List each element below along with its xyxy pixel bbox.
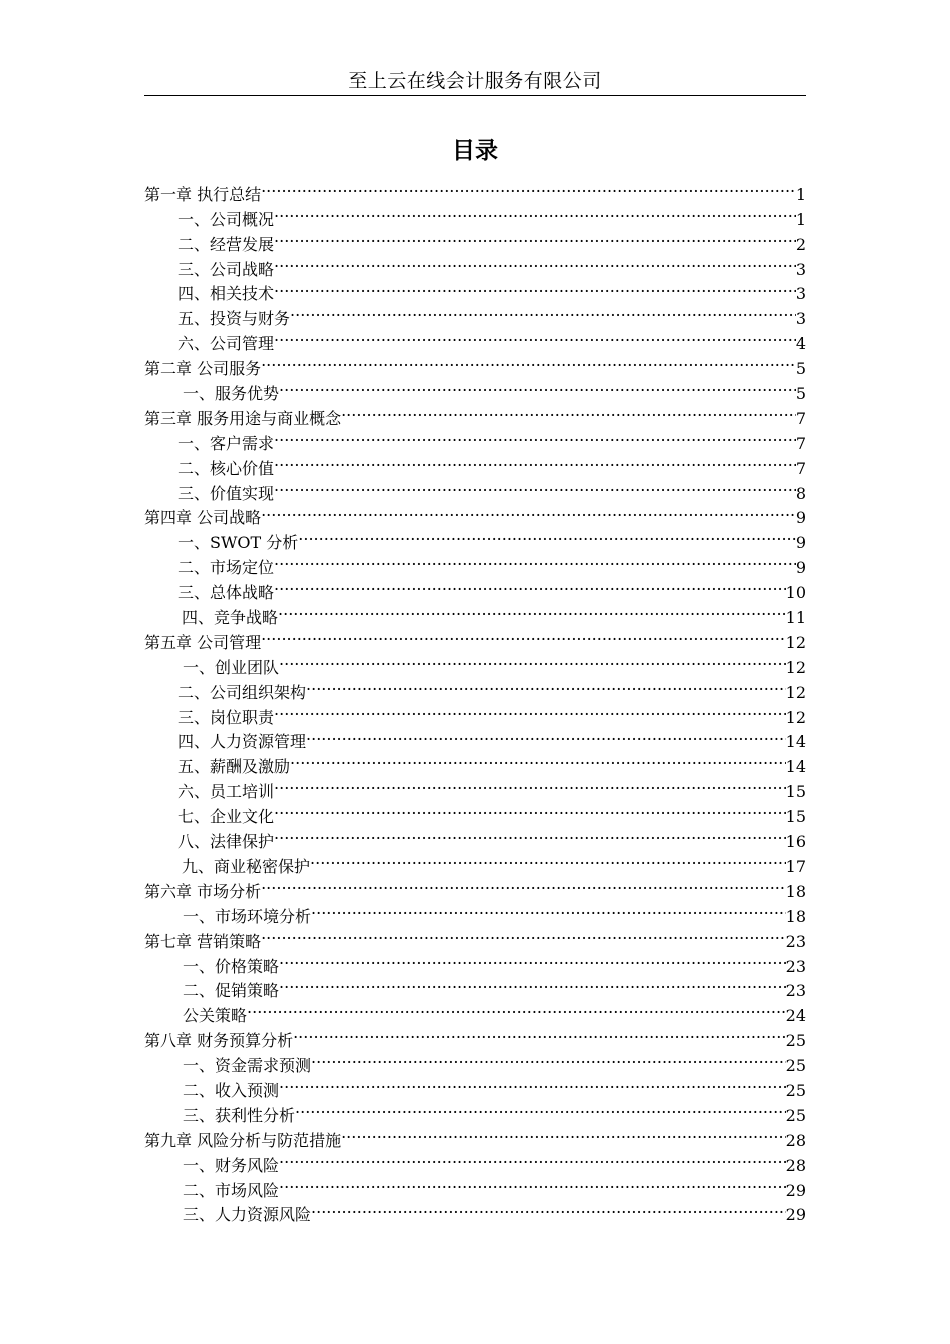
header-divider	[144, 95, 806, 96]
toc-dot-leader	[274, 474, 796, 499]
toc-entry-label: 一、客户需求	[178, 433, 275, 453]
toc-dot-leader	[261, 623, 786, 648]
toc-dot-leader	[279, 947, 786, 972]
toc-page-number: 18	[785, 881, 806, 901]
toc-dot-leader	[279, 374, 796, 399]
toc-dot-leader	[274, 822, 786, 847]
toc-entry-label: 四、相关技术	[178, 284, 275, 304]
toc-dot-leader	[274, 698, 786, 723]
toc-entry-label: 二、核心价值	[178, 458, 275, 478]
toc-dot-leader	[261, 349, 796, 374]
toc-dot-leader	[310, 847, 786, 872]
toc-dot-leader	[279, 1146, 786, 1171]
toc-chapter-entry[interactable]	[144, 175, 806, 204]
toc-dot-leader	[274, 797, 786, 822]
toc-entry-label: 三、获利性分析	[183, 1105, 296, 1125]
toc-entry-label: 二、公司组织架构	[178, 682, 307, 702]
toc-page-number: 7	[795, 408, 806, 428]
toc-dot-leader	[274, 424, 796, 449]
toc-entry-label: 一、SWOT 分析	[178, 533, 299, 553]
toc-page-number: 4	[795, 334, 806, 354]
toc-dot-leader	[298, 523, 796, 548]
page-header-company: 至上云在线会计服务有限公司	[348, 70, 602, 92]
toc-entry-label: 第九章 风险分析与防范措施	[144, 1130, 342, 1150]
toc-dot-leader	[279, 1071, 786, 1096]
toc-entry-label: 二、市场定位	[178, 558, 275, 578]
toc-page-number: 10	[785, 583, 806, 603]
toc-dot-leader	[311, 1196, 786, 1221]
toc-page-number: 5	[795, 359, 806, 379]
toc-page-number: 28	[785, 1155, 806, 1175]
toc-entry-label: 三、价值实现	[178, 483, 275, 503]
toc-page-number: 7	[795, 433, 806, 453]
toc-page-number: 24	[785, 1006, 806, 1026]
toc-dot-leader	[261, 499, 796, 524]
toc-entry-label: 一、资金需求预测	[183, 1056, 312, 1076]
toc-entry-label: 第三章 服务用途与商业概念	[144, 408, 342, 428]
toc-page-number: 9	[795, 508, 806, 528]
toc-page-number: 3	[795, 284, 806, 304]
toc-page-number: 7	[795, 458, 806, 478]
toc-page-number: 15	[785, 807, 806, 827]
toc-entry-label: 第六章 市场分析	[144, 881, 262, 901]
toc-dot-leader	[274, 548, 796, 573]
toc-dot-leader	[311, 1046, 786, 1071]
toc-entry-label: 六、公司管理	[178, 334, 275, 354]
toc-page-number: 29	[785, 1180, 806, 1200]
toc-entry-label: 第一章 执行总结	[144, 184, 262, 204]
toc-entry-label: 一、创业团队	[183, 657, 280, 677]
toc-entry-label: 三、总体战略	[178, 583, 275, 603]
toc-dot-leader	[274, 772, 786, 797]
toc-dot-leader	[261, 175, 796, 200]
toc-entry-label: 一、价格策略	[183, 956, 280, 976]
toc-page-number: 12	[785, 682, 806, 702]
toc-page-number: 16	[785, 832, 806, 852]
toc-dot-leader	[341, 399, 796, 424]
toc-dot-leader	[261, 872, 786, 897]
toc-page-number: 17	[785, 856, 806, 876]
toc-dot-leader	[306, 673, 786, 698]
toc-entry-label: 二、促销策略	[183, 981, 280, 1001]
toc-dot-leader	[279, 1171, 786, 1196]
toc-dot-leader	[290, 747, 786, 772]
toc-page-number: 12	[785, 632, 806, 652]
toc-entry-label: 四、竞争战略	[182, 608, 279, 628]
toc-page-number: 25	[785, 1031, 806, 1051]
toc-entry-label: 第七章 营销策略	[144, 931, 262, 951]
toc-dot-leader	[274, 225, 796, 250]
toc-entry-label: 第二章 公司服务	[144, 359, 262, 379]
toc-page-number: 18	[785, 906, 806, 926]
toc-dot-leader	[274, 324, 796, 349]
table-of-contents	[144, 175, 806, 1225]
toc-dot-leader	[261, 922, 786, 947]
toc-page-number: 11	[785, 608, 806, 628]
toc-dot-leader	[274, 275, 796, 300]
toc-page-number: 5	[795, 384, 806, 404]
toc-page-number: 15	[785, 782, 806, 802]
toc-page-number: 9	[795, 558, 806, 578]
toc-page-number: 2	[795, 234, 806, 254]
toc-dot-leader	[279, 972, 786, 997]
toc-page-number: 14	[785, 757, 806, 777]
toc-entry-label: 三、公司战略	[178, 259, 275, 279]
toc-page-number: 25	[785, 1080, 806, 1100]
toc-entry-label: 公关策略	[183, 1006, 248, 1026]
toc-page-number: 25	[785, 1056, 806, 1076]
toc-entry-label: 第四章 公司战略	[144, 508, 262, 528]
toc-dot-leader	[274, 449, 796, 474]
toc-entry-label: 一、服务优势	[183, 384, 280, 404]
toc-page-number: 1	[795, 184, 806, 204]
toc-dot-leader	[274, 573, 786, 598]
toc-page-number: 3	[795, 259, 806, 279]
toc-dot-leader	[293, 1021, 786, 1046]
toc-page-number: 1	[795, 209, 806, 229]
toc-entry-label: 三、人力资源风险	[183, 1205, 312, 1225]
toc-entry-label: 七、企业文化	[178, 807, 275, 827]
toc-entry-label: 六、员工培训	[178, 782, 275, 802]
toc-entry-label: 五、薪酬及激励	[178, 757, 291, 777]
toc-page-number: 25	[785, 1105, 806, 1125]
toc-page-number: 14	[785, 732, 806, 752]
toc-entry-label: 八、法律保护	[178, 832, 275, 852]
toc-dot-leader	[247, 996, 786, 1021]
toc-entry-label: 第八章 财务预算分析	[144, 1031, 294, 1051]
toc-dot-leader	[274, 250, 796, 275]
toc-dot-leader	[290, 299, 796, 324]
toc-dot-leader	[306, 723, 786, 748]
toc-page-number: 29	[785, 1205, 806, 1225]
toc-page-number: 28	[785, 1130, 806, 1150]
toc-page-number: 8	[795, 483, 806, 503]
toc-page-number: 23	[785, 956, 806, 976]
toc-dot-leader	[274, 200, 796, 225]
toc-page-number: 12	[785, 707, 806, 727]
toc-dot-leader	[311, 897, 786, 922]
toc-dot-leader	[278, 598, 786, 623]
toc-entry-label: 四、人力资源管理	[178, 732, 307, 752]
toc-page-number: 9	[795, 533, 806, 553]
toc-dot-leader	[295, 1096, 786, 1121]
toc-title: 目录	[452, 138, 498, 164]
toc-entry-label: 一、财务风险	[183, 1155, 280, 1175]
toc-dot-leader	[341, 1121, 786, 1146]
toc-page-number: 12	[785, 657, 806, 677]
toc-entry-label: 五、投资与财务	[178, 309, 291, 329]
toc-entry-label: 二、市场风险	[183, 1180, 280, 1200]
toc-entry-label: 二、经营发展	[178, 234, 275, 254]
toc-entry-label: 第五章 公司管理	[144, 632, 262, 652]
toc-entry-label: 一、市场环境分析	[183, 906, 312, 926]
toc-page-number: 3	[795, 309, 806, 329]
toc-entry-label: 九、商业秘密保护	[182, 856, 311, 876]
toc-dot-leader	[279, 648, 786, 673]
toc-page-number: 23	[785, 981, 806, 1001]
toc-page-number: 23	[785, 931, 806, 951]
toc-entry-label: 一、公司概况	[178, 209, 275, 229]
toc-entry-label: 三、岗位职责	[178, 707, 275, 727]
toc-entry-label: 二、收入预测	[183, 1080, 280, 1100]
